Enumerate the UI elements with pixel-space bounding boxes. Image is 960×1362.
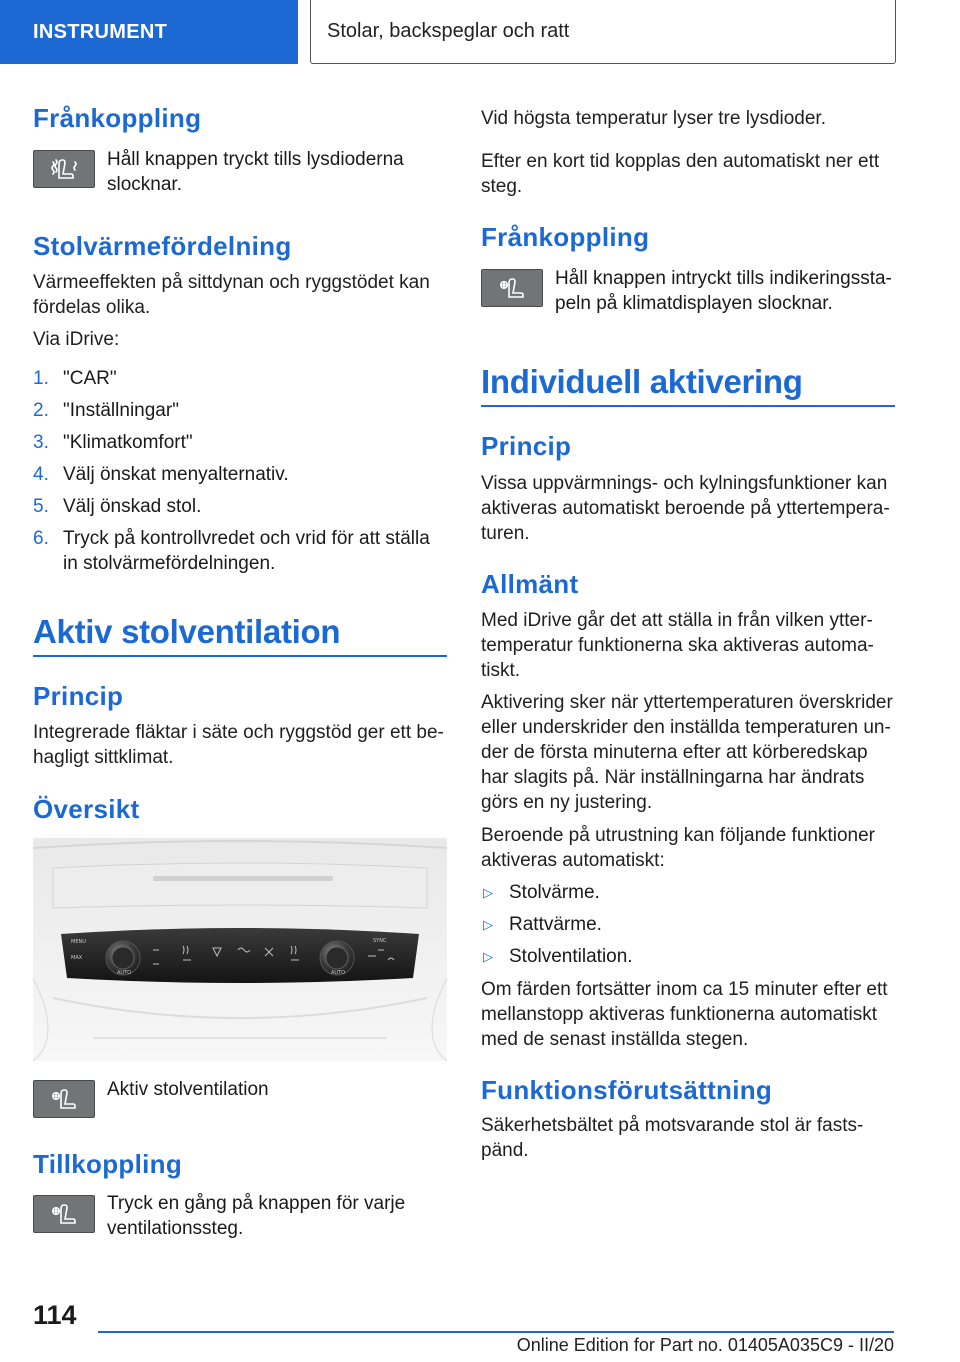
step-number: 3.	[33, 432, 49, 453]
step-number: 2.	[33, 400, 49, 421]
step-text: "CAR"	[63, 368, 117, 389]
individuell-aktivering-heading: Individuell aktivering	[481, 363, 803, 400]
step-text: "Inställningar"	[63, 400, 179, 421]
funktionsforutsattning-text: Säkerhetsbältet på motsvarande stol är fastspänd.	[481, 1115, 864, 1161]
frankoppling-heading: Frånkoppling	[33, 103, 202, 133]
frankoppling-text: Håll knappen tryckt tills lysdioderna slocknar.	[107, 149, 404, 195]
climate-panel-photo	[33, 838, 447, 1061]
bullet-triangle-icon: ▷	[483, 949, 493, 964]
stolvarme-text: Värmeeffekten på sittdynan och ryggstödet kan fördelas olika.	[33, 272, 430, 318]
funktionsforutsattning-heading: Funktionsförutsättning	[481, 1075, 773, 1105]
header-section-label: INSTRUMENT	[33, 20, 168, 43]
svg-text:MAX: MAX	[71, 955, 83, 961]
seat-ventilation-glyph	[497, 275, 527, 301]
svg-text:MENU: MENU	[71, 939, 86, 945]
ventilation-caption: Aktiv stolventilation	[107, 1079, 269, 1100]
bullet-text: Stolventilation.	[509, 946, 633, 967]
list-item	[481, 912, 895, 937]
tillkoppling-heading: Tillkoppling	[33, 1149, 182, 1179]
individuell-princip-text: Vissa uppvärmnings- och kylningsfunktioner kan aktiveras automatiskt beroende på yttertemperaturen.	[481, 473, 890, 544]
auto-functions-list	[481, 880, 895, 976]
step-text: Välj önskat menyalternativ.	[63, 464, 289, 485]
svg-text:AUTO: AUTO	[331, 970, 346, 976]
seat-ventilation-glyph	[49, 1086, 79, 1112]
svg-text:AUTO: AUTO	[117, 970, 132, 976]
oversikt-heading: Översikt	[33, 794, 140, 824]
aktiv-stolventilation-heading: Aktiv stolventilation	[33, 613, 341, 650]
list-item	[33, 526, 447, 576]
tillkoppling-text: Tryck en gång på knappen för varje ventilationssteg.	[107, 1193, 406, 1239]
stolvarme-heading: Stolvärmefördelning	[33, 231, 292, 261]
list-item	[33, 462, 447, 487]
allmant-heading: Allmänt	[481, 569, 579, 599]
climate-panel-illustration	[33, 838, 447, 1061]
seat-ventilation-icon	[33, 1195, 95, 1233]
allmant-text-1: Med iDrive går det att ställa in från vilken yttertemperatur funktionerna ska aktiveras automatiskt.	[481, 610, 874, 681]
allmant-text-4: Om färden fortsätter inom ca 15 minuter efter ett mellanstopp aktiveras funktionerna automatiskt med de senast inställda stegen.	[481, 979, 888, 1050]
seat-ventilation-icon	[481, 269, 543, 307]
right-frankoppling-heading: Frånkoppling	[481, 222, 650, 252]
stolvarme-via: Via iDrive:	[33, 329, 120, 350]
bullet-text: Rattvärme.	[509, 914, 602, 935]
footer-edition: Online Edition for Part no. 01405A035C9 - II/20	[516, 1335, 894, 1355]
list-item	[481, 944, 895, 969]
bullet-triangle-icon: ▷	[483, 917, 493, 932]
aktiv-princip-heading: Princip	[33, 681, 124, 711]
seat-ventilation-glyph	[49, 1201, 79, 1227]
step-number: 5.	[33, 496, 49, 517]
section-divider	[33, 655, 447, 657]
allmant-text-2: Aktivering sker när yttertemperaturen överskrider eller underskrider den inställda temperaturen under de första minuterna efter att körberedskap har slagits på. När inställningarna har ändrats görs en ny justering.	[481, 692, 893, 813]
intro-text-2: Efter en kort tid kopplas den automatiskt ner ett steg.	[481, 151, 880, 197]
right-frankoppling-text: Håll knappen intryckt tills indikeringsstapeln på klimatdisplayen slocknar.	[555, 268, 892, 314]
page-number: 114	[33, 1300, 77, 1330]
header-chapter-tab	[310, 0, 896, 64]
intro-text-1: Vid högsta temperatur lyser tre lysdioder.	[481, 108, 826, 129]
bullet-text: Stolvärme.	[509, 882, 600, 903]
list-item	[481, 880, 895, 905]
header-chapter-label: Stolar, backspeglar och ratt	[327, 20, 570, 42]
seat-heating-icon	[33, 150, 95, 188]
list-item	[33, 494, 447, 519]
step-number: 1.	[33, 368, 49, 389]
step-number: 6.	[33, 528, 49, 549]
list-item	[33, 430, 447, 455]
header-section-tab	[0, 0, 298, 64]
step-text: Välj önskad stol.	[63, 496, 202, 517]
step-number: 4.	[33, 464, 49, 485]
seat-ventilation-icon	[33, 1080, 95, 1118]
individuell-princip-heading: Princip	[481, 431, 572, 461]
list-item	[33, 398, 447, 423]
step-text: "Klimatkomfort"	[63, 432, 193, 453]
stolvarme-steps	[33, 366, 447, 583]
aktiv-princip-text: Integrerade fläktar i säte och ryggstöd ger ett behagligt sittklimat.	[33, 722, 444, 768]
seat-heating-glyph	[49, 156, 79, 182]
footer-divider	[98, 1331, 894, 1333]
allmant-text-3: Beroende på utrustning kan följande funktioner aktiveras automatiskt:	[481, 825, 875, 871]
step-text: Tryck på kontrollvredet och vrid för att ställa in stolvärmefördelningen.	[63, 528, 430, 574]
list-item	[33, 366, 447, 391]
svg-text:SYNC: SYNC	[373, 938, 387, 944]
section-divider	[481, 405, 895, 407]
bullet-triangle-icon: ▷	[483, 885, 493, 900]
